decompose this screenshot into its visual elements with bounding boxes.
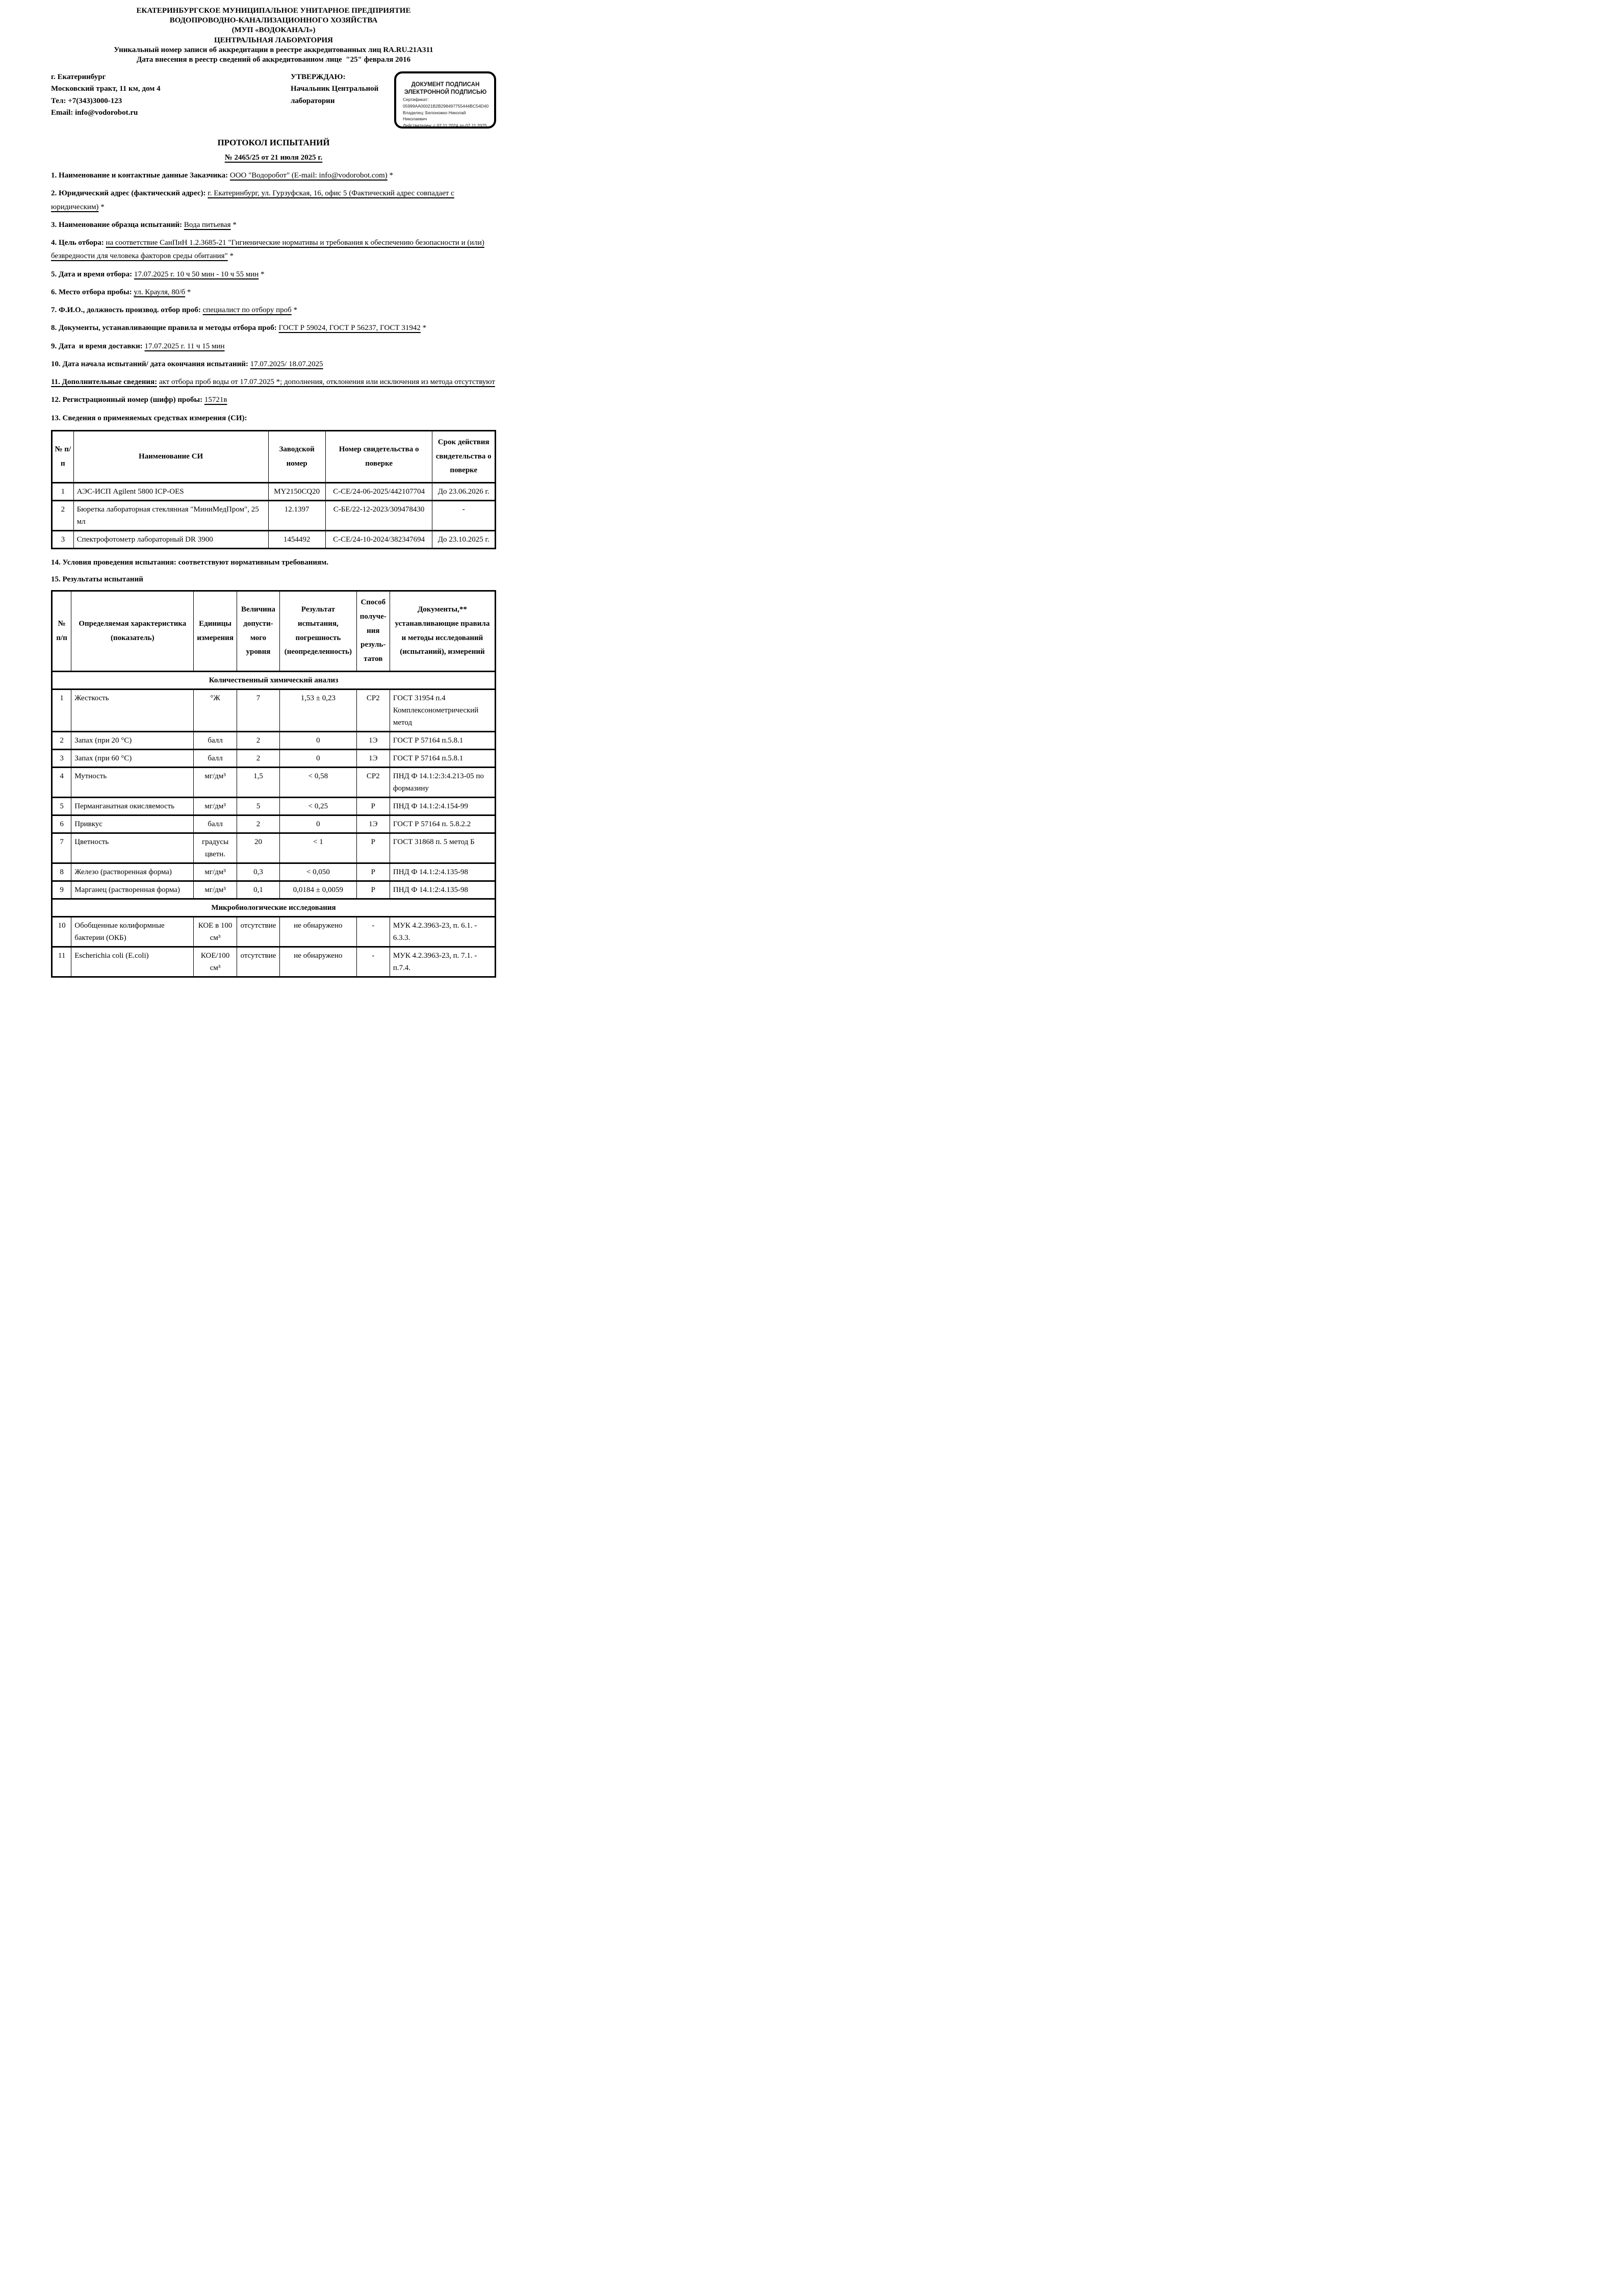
item-value: 15721в [204, 396, 227, 404]
approval-line: УТВЕРЖДАЮ: [291, 73, 346, 82]
lab-address-block [51, 71, 291, 119]
cell-characteristic: Мутность [71, 767, 194, 797]
cell-serial-number: 12.1397 [268, 501, 325, 531]
item-label: 6. Место отбора пробы: [51, 288, 132, 296]
cell-instrument-name: АЭС-ИСП Agilent 5800 ICP-OES [73, 483, 268, 501]
title-block [51, 138, 496, 162]
cell-row-number: 7 [52, 833, 71, 863]
result-row [52, 947, 496, 977]
protocol-item [51, 321, 496, 335]
protocol-item [51, 412, 496, 425]
cell-allowed-level: 2 [237, 749, 279, 767]
result-row [52, 916, 496, 947]
cell-row-number: 11 [52, 947, 71, 977]
org-header [51, 6, 496, 65]
item-label: 1. Наименование и контактные данные Заказчика: [51, 171, 228, 180]
document-number: № 2465/25 от 21 июля 2025 г. [224, 154, 323, 162]
cell-result: 0 [280, 749, 357, 767]
approval-line: лаборатории [291, 96, 335, 105]
item-label: 4. Цель отбора: [51, 239, 104, 247]
result-row [52, 767, 496, 797]
item-value: 17.07.2025/ 18.07.2025 [250, 360, 323, 368]
cell-instrument-name: Бюретка лабораторная стеклянная "МиниМедПром", 25 мл [73, 501, 268, 531]
result-row [52, 749, 496, 767]
org-header-line: ЦЕНТРАЛЬНАЯ ЛАБОРАТОРИЯ [214, 36, 333, 44]
cell-row-number: 8 [52, 863, 71, 881]
measuring-instruments-header-row [52, 430, 496, 482]
cell-allowed-level: 7 [237, 689, 279, 731]
cell-allowed-level: 2 [237, 815, 279, 833]
approval-block [291, 71, 380, 107]
item-label: 2. Юридический адрес (фактический адрес): [51, 189, 206, 198]
cell-certificate-validity: - [432, 501, 496, 531]
cell-characteristic: Escherichia coli (E.coli) [71, 947, 194, 977]
col-header-row-number: № п/п [52, 591, 71, 672]
item-asterisk: * [422, 324, 427, 333]
item-value: на соответствие СанПиН 1.2.3685-21 "Гигиенические нормативы и требования к обеспечению безопасности и (или) безвредности для человека факторов среды обитания" [51, 239, 484, 261]
measuring-instruments-table [51, 430, 496, 549]
protocol-item [51, 286, 496, 299]
col-header-certificate-number: Номер свидетельства о поверке [325, 430, 432, 482]
stamp-title [403, 81, 488, 96]
cell-result: не обнаружено [280, 947, 357, 977]
cell-characteristic: Обобщенные колиформные бактерии (ОКБ) [71, 916, 194, 947]
col-header-result: Результат испытания, погрешность (неопределенность) [280, 591, 357, 672]
protocol-item [51, 236, 496, 263]
measuring-instruments-body [52, 483, 496, 549]
col-header-row-number: № п/п [52, 430, 74, 482]
cell-result: < 0,25 [280, 797, 357, 815]
cell-units: градусы цветн. [194, 833, 237, 863]
cell-allowed-level: 1,5 [237, 767, 279, 797]
cell-row-number: 4 [52, 767, 71, 797]
items-list [51, 169, 496, 425]
item-test-conditions: 14. Условия проведения испытания: соответствуют нормативным требованиям. [51, 558, 329, 567]
cell-allowed-level: 0,3 [237, 863, 279, 881]
stamp-owner: Владелец: Белоножко Николай Николаевич [403, 110, 466, 122]
protocol-item [51, 268, 496, 281]
cell-method-code: СР2 [356, 767, 390, 797]
lab-address-line: Тел: +7(343)3000-123 [51, 96, 122, 105]
col-header-characteristic: Определяемая характеристика (показатель) [71, 591, 194, 672]
cell-certificate-number: С-СЕ/24-06-2025/442107704 [325, 483, 432, 501]
cell-allowed-level: 2 [237, 731, 279, 749]
item-label: 11. Дополнительные сведения: [51, 378, 158, 387]
cell-allowed-level: отсутствие [237, 916, 279, 947]
lab-address-line: Московский тракт, 11 км, дом 4 [51, 85, 161, 93]
item-asterisk: * [293, 306, 297, 315]
cell-method-code: 1Э [356, 749, 390, 767]
cell-result: не обнаружено [280, 916, 357, 947]
cell-row-number: 1 [52, 689, 71, 731]
cell-row-number: 2 [52, 501, 74, 531]
cell-result: < 1 [280, 833, 357, 863]
cell-allowed-level: отсутствие [237, 947, 279, 977]
test-results-table [51, 590, 496, 978]
stamp-validity: Действителен: с 07.11.2024 до 07.11.2025 [403, 123, 487, 128]
cell-method-documents: ГОСТ Р 57164 п.5.8.1 [390, 749, 495, 767]
org-header-line: (МУП «ВОДОКАНАЛ») [231, 26, 316, 35]
cell-serial-number: 1454492 [268, 531, 325, 549]
cell-method-documents: ГОСТ 31954 п.4 Комплексонометрический метод [390, 689, 495, 731]
item-value: акт отбора проб воды от 17.07.2025 *; дополнения, отклонения или исключения из метода отсутствуют [159, 378, 495, 387]
cell-row-number: 1 [52, 483, 74, 501]
cell-characteristic: Привкус [71, 815, 194, 833]
result-row [52, 881, 496, 899]
cell-row-number: 9 [52, 881, 71, 899]
item-test-results-heading: 15. Результаты испытаний [51, 575, 143, 584]
item-value: 17.07.2025 г. 10 ч 50 мин - 10 ч 55 мин [134, 270, 259, 278]
cell-method-documents: ГОСТ 31868 п. 5 метод Б [390, 833, 495, 863]
cell-method-code: Р [356, 833, 390, 863]
org-header-line: Дата внесения в реестр сведений об аккредитованном лице "25" февраля 2016 [136, 55, 411, 64]
result-row [52, 833, 496, 863]
cell-method-code: - [356, 916, 390, 947]
org-header-line: ЕКАТЕРИНБУРГСКОЕ МУНИЦИПАЛЬНОЕ УНИТАРНОЕ ПРЕДПРИЯТИЕ [136, 7, 411, 15]
protocol-item [51, 303, 496, 317]
digital-signature-stamp [394, 71, 496, 129]
cell-units: балл [194, 749, 237, 767]
result-row [52, 731, 496, 749]
cell-units: КОЕ в 100 см³ [194, 916, 237, 947]
cell-result: 0 [280, 815, 357, 833]
cell-certificate-number: С-СЕ/24-10-2024/382347694 [325, 531, 432, 549]
cell-method-code: - [356, 947, 390, 977]
cell-method-documents: ПНД Ф 14.1:2:4.154-99 [390, 797, 495, 815]
stamp-title-line-2: ЭЛЕКТРОННОЙ ПОДПИСЬЮ [404, 89, 487, 96]
protocol-item [51, 218, 496, 232]
cell-units: мг/дм³ [194, 863, 237, 881]
item-asterisk: * [229, 252, 234, 261]
cell-row-number: 6 [52, 815, 71, 833]
cell-method-documents: ПНД Ф 14.1:2:4.135-98 [390, 881, 495, 899]
org-header-line: ВОДОПРОВОДНО-КАНАЛИЗАЦИОННОГО ХОЗЯЙСТВА [169, 16, 378, 25]
col-header-allowed-level: Величина допусти- мого уровня [237, 591, 279, 672]
cell-characteristic: Запах (при 20 °С) [71, 731, 194, 749]
lab-address-line: Email: info@vodorobot.ru [51, 108, 138, 117]
protocol-item [51, 169, 496, 182]
cell-units: мг/дм³ [194, 881, 237, 899]
cell-serial-number: MY2150CQ20 [268, 483, 325, 501]
col-header-certificate-validity: Срок действия свидетельства о поверке [432, 430, 496, 482]
cell-result: 0,0184 ± 0,0059 [280, 881, 357, 899]
item-value: Вода питьевая [184, 220, 231, 229]
protocol-item [51, 340, 496, 353]
item-asterisk: * [100, 202, 105, 211]
cell-certificate-number: С-БЕ/22-12-2023/309478430 [325, 501, 432, 531]
approval-line: Начальник Центральной [291, 85, 379, 93]
cell-result: < 0,050 [280, 863, 357, 881]
cell-characteristic: Перманганатная окисляемость [71, 797, 194, 815]
cell-units: балл [194, 815, 237, 833]
col-header-method-code: Способ получе- ния резуль- татов [356, 591, 390, 672]
cell-characteristic: Марганец (растворенная форма) [71, 881, 194, 899]
cell-method-documents: МУК 4.2.3963-23, п. 7.1. - п.7.4. [390, 947, 495, 977]
cell-row-number: 2 [52, 731, 71, 749]
cell-allowed-level: 20 [237, 833, 279, 863]
cell-allowed-level: 5 [237, 797, 279, 815]
cell-method-code: 1Э [356, 731, 390, 749]
item-value: ГОСТ Р 59024, ГОСТ Р 56237, ГОСТ 31942 [278, 324, 421, 333]
cell-characteristic: Жесткость [71, 689, 194, 731]
protocol-item [51, 358, 496, 371]
cell-row-number: 3 [52, 749, 71, 767]
item-label: 7. Ф.И.О., должность производ. отбор проб: [51, 306, 201, 315]
table-row [52, 531, 496, 549]
test-results-body [52, 671, 496, 977]
col-header-method-documents: Документы,** устанавливающие правила и методы исследований (испытаний), измерений [390, 591, 495, 672]
col-header-serial-number: Заводской номер [268, 430, 325, 482]
section-row [52, 671, 496, 689]
stamp-title-line-1: ДОКУМЕНТ ПОДПИСАН [411, 82, 480, 88]
item-asterisk: * [187, 288, 191, 296]
cell-characteristic: Запах (при 60 °С) [71, 749, 194, 767]
cell-row-number: 10 [52, 916, 71, 947]
result-row [52, 815, 496, 833]
item-label: 8. Документы, устанавливающие правила и методы отбора проб: [51, 324, 277, 333]
cell-method-documents: МУК 4.2.3963-23, п. 6.1. - 6.3.3. [390, 916, 495, 947]
cell-certificate-validity: До 23.06.2026 г. [432, 483, 496, 501]
protocol-item [51, 187, 496, 214]
cell-units: °Ж [194, 689, 237, 731]
cell-method-documents: ПНД Ф 14.1:2:3:4.213-05 по формазину [390, 767, 495, 797]
cell-method-documents: ГОСТ Р 57164 п. 5.8.2.2 [390, 815, 495, 833]
table-row [52, 501, 496, 531]
protocol-page [0, 0, 541, 1007]
cell-units: КОЕ/100 см³ [194, 947, 237, 977]
cell-method-code: 1Э [356, 815, 390, 833]
cell-allowed-level: 0,1 [237, 881, 279, 899]
section-title: Количественный химический анализ [52, 671, 496, 689]
result-row [52, 863, 496, 881]
col-header-instrument-name: Наименование СИ [73, 430, 268, 482]
cell-characteristic: Железо (растворенная форма) [71, 863, 194, 881]
protocol-item [51, 393, 496, 406]
item-label: 5. Дата и время отбора: [51, 270, 133, 278]
cell-units: мг/дм³ [194, 767, 237, 797]
table-row [52, 483, 496, 501]
cell-row-number: 5 [52, 797, 71, 815]
address-approval-row [51, 71, 496, 129]
cell-instrument-name: Спектрофотометр лабораторный DR 3900 [73, 531, 268, 549]
item-label: 12. Регистрационный номер (шифр) пробы: [51, 396, 203, 404]
org-header-line: Уникальный номер записи об аккредитации в реестре аккредитованных лиц RA.RU.21А311 [114, 45, 433, 54]
cell-result: 1,53 ± 0,23 [280, 689, 357, 731]
cell-units: мг/дм³ [194, 797, 237, 815]
section-title: Микробиологические исследования [52, 899, 496, 916]
result-row [52, 797, 496, 815]
cell-units: балл [194, 731, 237, 749]
col-header-units: Единицы измерения [194, 591, 237, 672]
result-row [52, 689, 496, 731]
cell-row-number: 3 [52, 531, 74, 549]
test-results-header-row [52, 591, 496, 672]
item-value: ул. Крауля, 80/б [134, 288, 186, 296]
protocol-item [51, 375, 496, 389]
stamp-certificate-info [403, 96, 488, 129]
stamp-certificate-number: Сертификат: 05999AA00021B2B298497755444BC54D40 [403, 97, 489, 109]
cell-result: 0 [280, 731, 357, 749]
cell-method-code: СР2 [356, 689, 390, 731]
item-label: 10. Дата начала испытаний/ дата окончания испытаний: [51, 360, 248, 368]
cell-characteristic: Цветность [71, 833, 194, 863]
item-value: 17.07.2025 г. 11 ч 15 мин [144, 342, 225, 350]
cell-method-documents: ПНД Ф 14.1:2:4.135-98 [390, 863, 495, 881]
item-value: ООО "Водоробот" (E-mail: info@vodorobot.com) [229, 171, 388, 180]
document-title: ПРОТОКОЛ ИСПЫТАНИЙ [217, 138, 330, 148]
item-label: 9. Дата и время доставки: [51, 342, 143, 350]
cell-method-code: Р [356, 881, 390, 899]
item-label: 13. Сведения о применяемых средствах измерения (СИ): [51, 414, 247, 422]
cell-result: < 0,58 [280, 767, 357, 797]
item-asterisk: * [389, 171, 394, 180]
item-asterisk: * [233, 220, 237, 229]
section-row [52, 899, 496, 916]
cell-method-code: Р [356, 863, 390, 881]
item-label: 3. Наименование образца испытаний: [51, 220, 183, 229]
cell-certificate-validity: До 23.10.2025 г. [432, 531, 496, 549]
item-value: специалист по отбору проб [202, 306, 292, 315]
item-asterisk: * [261, 270, 265, 278]
cell-method-code: Р [356, 797, 390, 815]
cell-method-documents: ГОСТ Р 57164 п.5.8.1 [390, 731, 495, 749]
item-value: г. Екатеринбург, ул. Гурзуфская, 16, офис 5 (Фактический адрес совпадает с юридическим) [51, 189, 454, 211]
lab-address-line: г. Екатеринбург [51, 73, 106, 82]
